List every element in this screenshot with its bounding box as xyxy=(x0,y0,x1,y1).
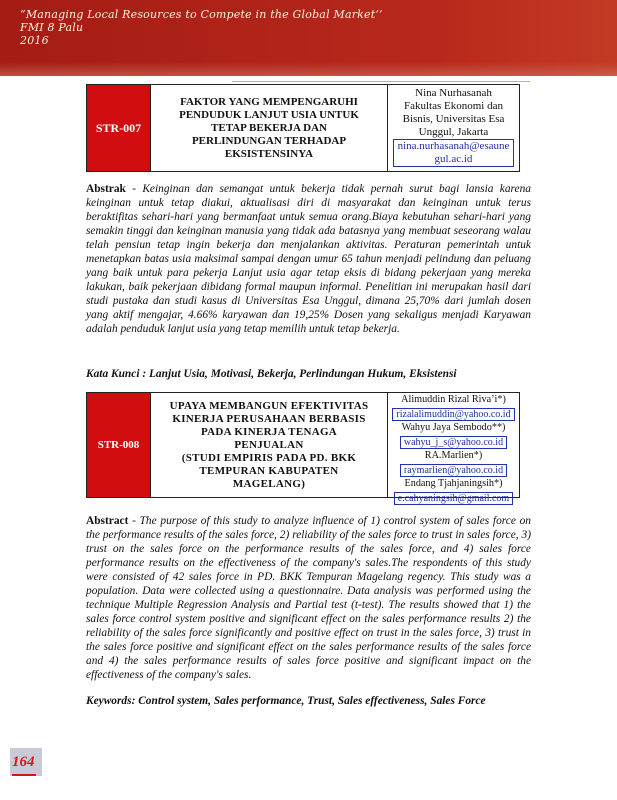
abstract-text: - The purpose of this study to analyze influence of 1) control system of sales force on the performance results of the sales force, 2) reliability of the sales force to trust in sales force, 3) trust on the sales force on the performance results of the sales force, and 4) sales force performance results on the effectiveness of the company's sales.The respondents of this study were consisted of 42 sales force in PD. BKK Tempuran Magelang regency. This study was a population. Data were collected using a questionnaire. Data analysis was performed using the technique Multiple Regression Analysis and Partial test (t-test). The results showed that 1) the sales force control system positive and significant effect on the sales performance results 2) the reliability of the sales force significantly and positive effect on trust in the sales force, 3) trust in the sales force positive and significant effect on the sales performance results of the sales force and 4) the sales performance results of sales force positive and significant impact on the effectiveness of the company's sales. xyxy=(86,515,531,681)
title-line: MAGELANG) xyxy=(232,477,306,490)
author-name: Wahyu Jaya Sembodo**) xyxy=(401,422,506,433)
conference-header xyxy=(20,8,383,47)
title-line: TEMPURAN KABUPATEN xyxy=(199,464,339,477)
title-line: UPAYA MEMBANGUN EFEKTIVITAS xyxy=(169,399,369,412)
banner-shade xyxy=(0,62,617,76)
author-name: RA.Marlien*) xyxy=(424,450,483,461)
paper-title xyxy=(151,85,388,171)
abstract-label: Abstrak xyxy=(86,183,126,195)
abstract-str-007 xyxy=(86,182,531,336)
author-affiliation: Unggul, Jakarta xyxy=(418,126,489,138)
paper-authors xyxy=(388,393,519,504)
email-text: gul.ac.id xyxy=(434,153,473,165)
paper-title xyxy=(151,393,388,497)
title-line: EKSISTENSINYA xyxy=(224,147,314,160)
author-name: Endang Tjahjaningsih*) xyxy=(404,478,503,489)
author-name: Nina Nurhasanah xyxy=(415,87,492,99)
author-affiliation: Bisnis, Universitas Esa xyxy=(402,113,505,125)
header-banner xyxy=(0,0,617,76)
abstract-text: - Keinginan dan semangat untuk bekerja tidak pernah surut bagi lansia karena keinginan untuk tetap diakui, aktualisasi diri di masyarakat dan keinginan untuk terus beraktifitas sehari-hari yang bermanfaat untuk semua orang.Biaya kebutuhan sehari-hari yang semakin tinggi dan keinginan manusia yang tidak ada batasnya yang membuat seseorang walau telah pensiun tetap ingin bekerja dan menjalankan aktivitas. Peraturan pemerintah untuk menetapkan batas usia maksimal sampai dengan umur 65 tahun menjadi pelindung dan peluang yang baik untuk para pekerja Lanjut usia agar tetap eksis di bidang pekerjaan yang mereka lakukan, baik pekerjaan dibidang formal maupun informal. Penelitian ini merupakan hasil dari studi pustaka dan studi kasus di Universitas Esa Unggul, dimana 25,70% dari jumlah dosen yang aktif mengajar, 4.66% karyawan dan 19,25% Dosen yang sekaligus menjadi Karyawan adalah penduduk lanjut usia yang tetap memilih untuk tetap bekerja. xyxy=(86,183,531,335)
author-email-link[interactable]: raymarlien@yahoo.co.id xyxy=(400,464,507,478)
abstract-label: Abstract xyxy=(86,515,129,527)
author-name: Alimuddin Rizal Riva’i*) xyxy=(401,394,506,405)
author-email-link[interactable]: rizalalimuddin@yahoo.co.id xyxy=(392,408,514,422)
paper-code: STR-008 xyxy=(87,393,151,497)
title-line: TETAP BEKERJA DAN xyxy=(211,121,327,134)
paper-code: STR-007 xyxy=(87,85,151,171)
conference-name: FMI 8 Palu xyxy=(20,21,84,34)
title-line: PADA KINERJA TENAGA xyxy=(200,425,338,438)
decorative-divider xyxy=(232,81,530,82)
title-line: PENJUALAN xyxy=(234,438,304,451)
page-number: 164 xyxy=(12,754,35,770)
title-line: KINERJA PERUSAHAAN BERBASIS xyxy=(172,412,366,425)
keywords-str-007: Kata Kunci : Lanjut Usia, Motivasi, Bekerja, Perlindungan Hukum, Eksistensi xyxy=(86,368,457,380)
keywords-str-008: Keywords: Control system, Sales performance, Trust, Sales effectiveness, Sales Force xyxy=(86,695,486,707)
author-affiliation: Fakultas Ekonomi dan xyxy=(404,100,503,112)
conference-year: 2016 xyxy=(20,34,49,47)
conference-tagline: “Managing Local Resources to Compete in the Global Market’’ xyxy=(20,8,383,21)
title-line: (STUDI EMPIRIS PADA PD. BKK xyxy=(181,451,357,464)
author-email-link[interactable]: wahyu_j_s@yahoo.co.id xyxy=(400,436,507,450)
page-number-underline xyxy=(12,774,36,776)
paper-entry-str-008 xyxy=(86,392,520,504)
author-email-link[interactable] xyxy=(393,139,515,167)
paper-author xyxy=(388,85,519,171)
abstract-str-008 xyxy=(86,514,531,682)
author-email-link[interactable]: e.cahyaningsih@gmail.com xyxy=(394,492,513,506)
email-text: nina.nurhasanah@esaune xyxy=(397,140,510,152)
title-line: FAKTOR YANG MEMPENGARUHI xyxy=(180,95,358,108)
title-line: PENDUDUK LANJUT USIA UNTUK xyxy=(179,108,359,121)
title-line: PERLINDUNGAN TERHADAP xyxy=(191,134,347,147)
paper-entry-str-007 xyxy=(86,84,520,172)
